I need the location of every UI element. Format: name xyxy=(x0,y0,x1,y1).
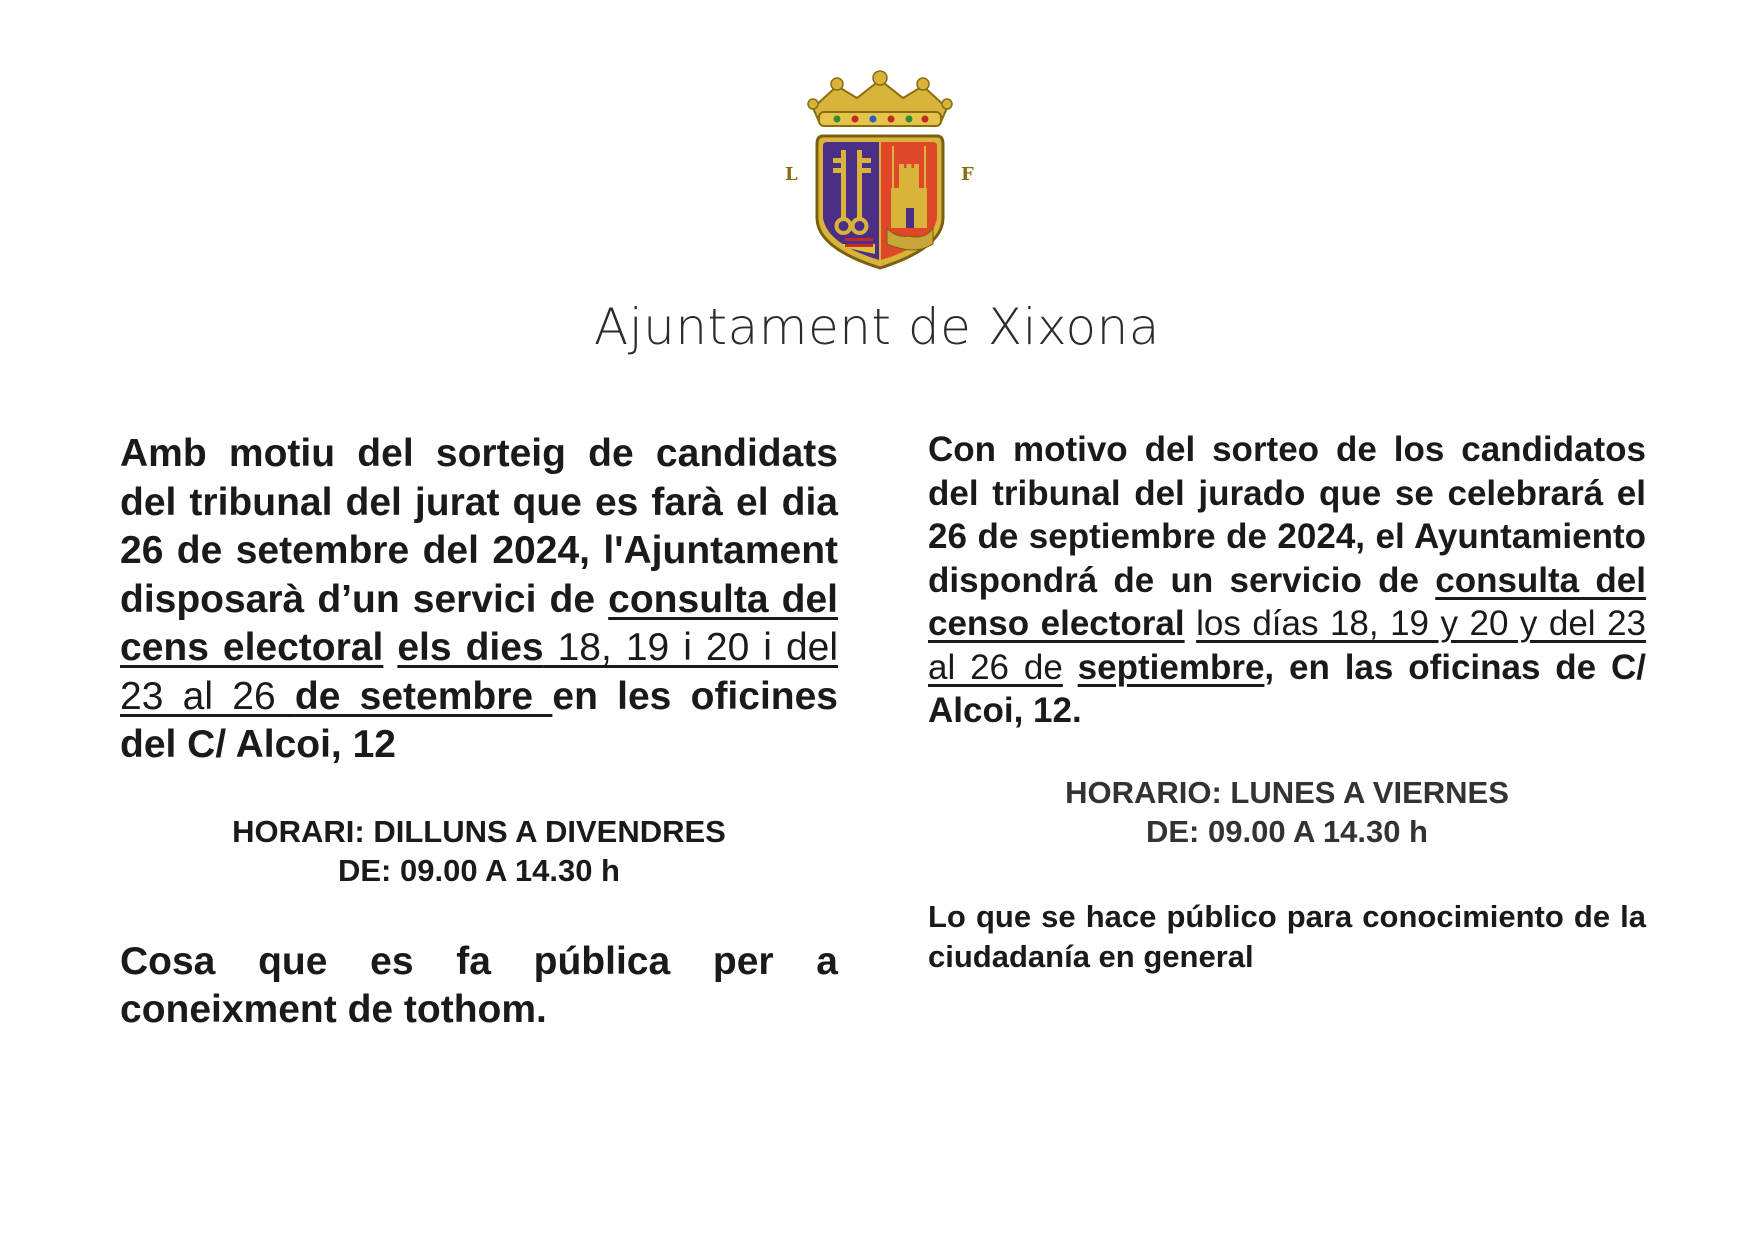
shield-icon xyxy=(817,136,943,268)
catalan-text-location: en les oficines del C/ Alcoi, 12 xyxy=(120,674,839,766)
organization-name: Ajuntament de Xixona xyxy=(594,298,1160,356)
spanish-text-intro: Con motivo del sorteo de los candidatos del tribunal del jurado que se celebrará el 26 de septiembre de 2024, el Ayuntamiento dispondrá de un servicio de xyxy=(928,430,1646,600)
spanish-notice xyxy=(928,428,1646,977)
spanish-schedule-days: HORARIO: LUNES A VIERNES xyxy=(1065,774,1509,810)
catalan-text-days: els dies xyxy=(397,626,544,669)
catalan-schedule-days: HORARI: DILLUNS A DIVENDRES xyxy=(232,813,726,849)
catalan-text-intro: Amb motiu del sorteig de candidats del tribunal del jurat que es farà el dia 26 de setembre del 2024, l'Ajuntament disposarà d’un servici de xyxy=(120,432,838,621)
spanish-text-consultation: consulta del censo electoral xyxy=(928,560,1646,643)
emblem-letter-right: F xyxy=(961,164,974,185)
catalan-announcement xyxy=(120,430,838,770)
catalan-text-month: de setembre xyxy=(294,674,553,718)
spanish-closing: Lo que se hace público para conocimiento de la ciudadanía en general xyxy=(928,898,1646,974)
crown-icon xyxy=(808,71,952,126)
spanish-schedule-hours: DE: 09.00 A 14.30 h xyxy=(1145,813,1428,849)
catalan-schedule xyxy=(120,812,838,890)
spanish-announcement xyxy=(928,428,1646,733)
spanish-text-dates: los días 18, 19 y 20 y del 23 al 26 de xyxy=(928,604,1646,687)
spanish-text-month: septiembre xyxy=(1077,647,1265,687)
catalan-notice xyxy=(120,430,838,1035)
page-title xyxy=(0,298,1754,356)
catalan-schedule-hours: DE: 09.00 A 14.30 h xyxy=(337,852,620,888)
coat-of-arms-icon xyxy=(775,68,985,278)
spanish-text-location: , en las oficinas de C/ Alcoi, 12. xyxy=(928,647,1646,730)
space xyxy=(383,626,397,669)
catalan-text-consultation: consulta del cens electoral xyxy=(120,577,839,669)
spanish-schedule xyxy=(928,773,1646,851)
catalan-closing: Cosa que es fa pública per a coneixment de tothom. xyxy=(120,939,838,1031)
space xyxy=(1063,648,1078,687)
catalan-text-dates: 18, 19 i 20 i del 23 al 26 xyxy=(120,626,838,718)
emblem-letter-left: L xyxy=(785,164,798,185)
space xyxy=(1185,604,1196,643)
